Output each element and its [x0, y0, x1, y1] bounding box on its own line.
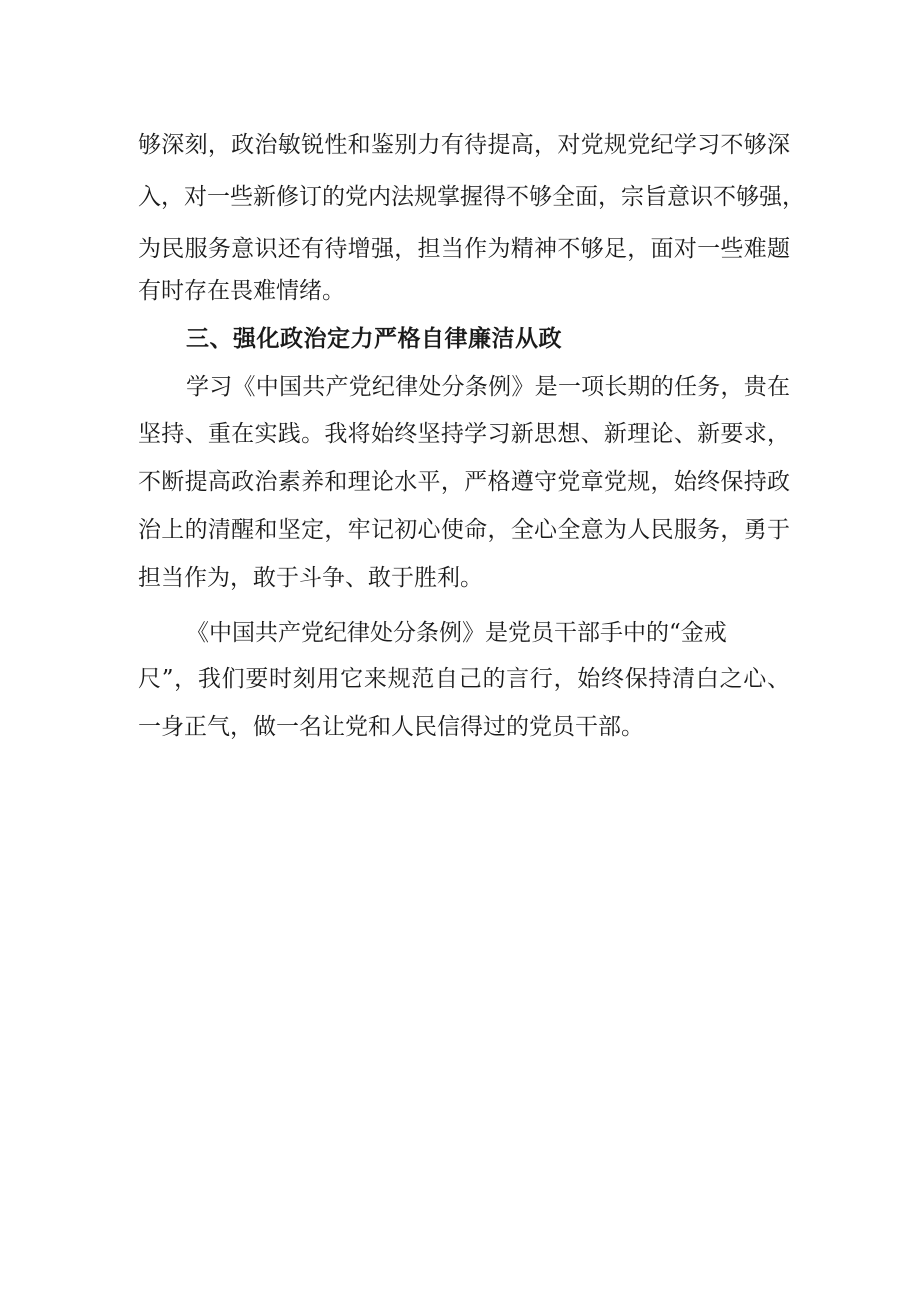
text-line: 学习《中国共产党纪律处分条例》是一项长期的任务，贵在	[186, 374, 790, 400]
text-line: 入，对一些新修订的党内法规掌握得不够全面，宗旨意识不够强，	[138, 184, 805, 210]
text-line: 《中国共产党纪律处分条例》是党员干部手中的“金戒	[186, 620, 727, 646]
text-line: 有时存在畏难情绪。	[138, 278, 345, 304]
text-line: 够深刻，政治敏锐性和鉴别力有待提高，对党规党纪学习不够深	[138, 132, 790, 158]
text-line: 坚持、重在实践。我将始终坚持学习新思想、新理论、新要求，	[138, 421, 790, 447]
text-line: 治上的清醒和坚定，牢记初心使命，全心全意为人民服务，勇于	[138, 517, 790, 543]
text-line: 尺”，我们要时刻用它来规范自己的言行，始终保持清白之心、	[138, 666, 790, 692]
text-line: 不断提高政治素养和理论水平，严格遵守党章党规，始终保持政	[138, 469, 790, 495]
section-heading: 三、强化政治定力严格自律廉洁从政	[186, 326, 562, 352]
text-line: 担当作为，敢于斗争、敢于胜利。	[138, 565, 483, 591]
text-line: 一身正气，做一名让党和人民信得过的党员干部。	[138, 714, 644, 740]
text-line: 为民服务意识还有待增强，担当作为精神不够足，面对一些难题	[138, 236, 790, 262]
